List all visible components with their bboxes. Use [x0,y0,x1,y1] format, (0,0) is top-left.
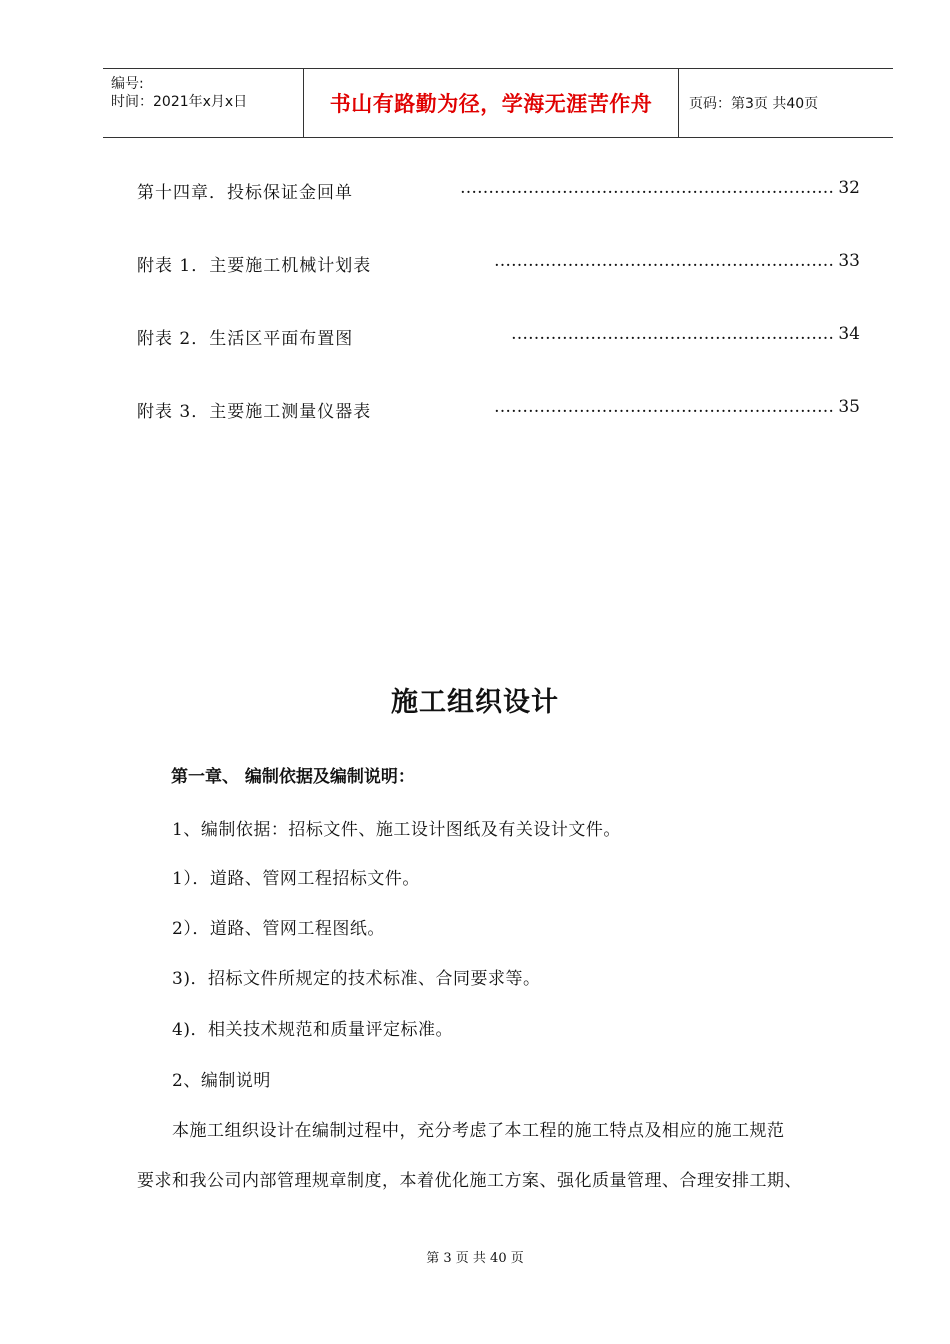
serial-label: 编号: [111,76,144,92]
toc-entry [137,178,860,204]
paragraph: 3)．招标文件所规定的技术标准、合同要求等。 [172,969,541,989]
page-footer: 第 3 页 共 40 页 [426,1251,524,1266]
time-label: 时间：2021年x月x日 [111,94,248,110]
toc-entry-label: 第十四章．投标保证金回单 [137,183,353,203]
toc-entry-page: 33 [838,251,860,271]
toc-entry [137,324,860,350]
header-info-cell [103,69,304,137]
toc-entry-page: 32 [838,178,860,198]
toc-entry-leader: …………………………………………………… [494,397,834,417]
paragraph: 要求和我公司内部管理规章制度，本着优化施工方案、强化质量管理、合理安排工期、 [137,1171,802,1191]
toc-entry-label: 附表 2．生活区平面布置图 [137,329,354,349]
paragraph: 1、编制依据：招标文件、施工设计图纸及有关设计文件。 [172,820,621,840]
paragraph: 2、编制说明 [172,1071,271,1091]
motto-text: 书山有路勤为径，学海无涯苦作舟 [329,92,653,116]
header-page-cell [679,69,893,137]
toc-entry [137,251,860,277]
page-info: 页码：第3页 共40页 [689,96,819,112]
paragraph: 本施工组织设计在编制过程中，充分考虑了本工程的施工特点及相应的施工规范 [172,1121,785,1141]
page-header [103,68,893,138]
document-title: 施工组织设计 [391,687,559,718]
toc-entry [137,397,860,423]
paragraph: 2）．道路、管网工程图纸。 [172,919,385,939]
paragraph: 4)．相关技术规范和质量评定标准。 [172,1020,453,1040]
toc-entry-page: 34 [838,324,860,344]
toc-entry-label: 附表 3．主要施工测量仪器表 [137,402,372,422]
toc-entry-leader: ………………………………………………… [511,324,834,344]
header-motto-cell [304,69,679,137]
chapter-heading: 第一章、 编制依据及编制说明： [171,767,415,787]
paragraph: 1）．道路、管网工程招标文件。 [172,869,420,889]
toc-entry-leader: …………………………………………………… [494,251,834,271]
toc-entry-page: 35 [838,397,860,417]
toc-entry-leader: ………………………………………………………… [460,178,834,198]
toc-entry-label: 附表 1．主要施工机械计划表 [137,256,372,276]
